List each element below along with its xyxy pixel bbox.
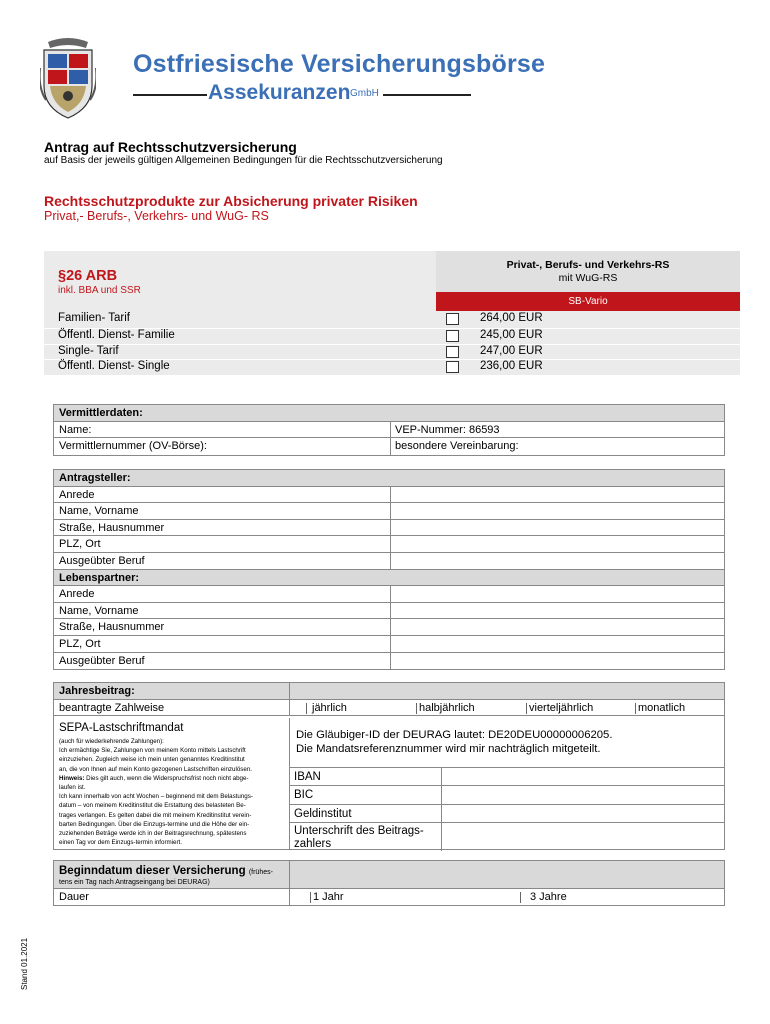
partner-input[interactable] — [391, 636, 725, 652]
sepa-sub: (auch für wiederkehrende Zahlungen): — [59, 738, 164, 745]
bank-name-label: Geldinstitut — [294, 808, 352, 820]
iban-label: IBAN — [294, 771, 321, 783]
sepa-line: Ich ermächtige Sie, Zahlungen von meinem Konto mittels Lastschrift — [59, 747, 246, 755]
broker-table — [53, 404, 725, 456]
broker-row — [54, 438, 724, 455]
broker-header-row — [54, 405, 724, 422]
partner-field-label: Anrede — [59, 588, 95, 601]
start-table — [53, 860, 725, 906]
broker-heading: Vermittlerdaten: — [59, 407, 143, 419]
start-header-row — [54, 861, 724, 889]
creditor-id: Die Gläubiger-ID der DEURAG lautet: DE20DEU00000006205. — [296, 729, 613, 741]
applicant-input[interactable] — [391, 536, 725, 552]
applicant-row — [54, 536, 724, 553]
start-note2: tens ein Tag nach Antragseingang bei DEURAG) — [59, 879, 210, 886]
applicant-header-row — [54, 470, 724, 487]
premium-header-row — [54, 683, 724, 700]
sepa-line: laufen ist. — [59, 784, 86, 792]
sepa-line: datum – von meinem Kreditinstitut die Erstattung des belasteten Be- — [59, 802, 246, 810]
signature-label — [289, 823, 441, 851]
partner-field-label: Ausgeübter Beruf — [59, 654, 145, 667]
applicant-field-label: Straße, Hausnummer — [59, 521, 165, 534]
tariff-label: Familien- Tarif — [58, 312, 130, 324]
duration-3-years[interactable]: 3 Jahre — [530, 891, 567, 903]
applicant-input[interactable] — [391, 487, 725, 503]
premium-heading: Jahresbeitrag: — [59, 685, 135, 697]
partner-input[interactable] — [391, 603, 725, 619]
tariff-label: Öffentl. Dienst- Familie — [58, 329, 175, 341]
option-quarterly[interactable]: vierteljährlich — [529, 701, 594, 714]
tariff-checkbox[interactable] — [446, 330, 459, 342]
special-agreement-field[interactable]: besondere Vereinbarung: — [395, 440, 519, 453]
tariff-price: 236,00 EUR — [480, 360, 543, 372]
applicant-row — [54, 487, 724, 504]
logo-line3: GmbH — [350, 88, 379, 99]
divider — [289, 683, 290, 699]
iban-row — [289, 768, 725, 786]
bic-row — [289, 786, 725, 805]
products-title: Rechtsschutzprodukte zur Absicherung privater Risiken — [44, 193, 418, 209]
option-halfyearly[interactable]: halbjährlich — [419, 701, 475, 714]
partner-input[interactable] — [391, 586, 725, 602]
broker-row — [54, 422, 724, 439]
applicant-input[interactable] — [391, 503, 725, 519]
duration-row — [54, 889, 724, 906]
tariff-label: Öffentl. Dienst- Single — [58, 360, 170, 372]
logo-line2: Assekuranzen — [208, 81, 351, 104]
logo-line1: Ostfriesische Versicherungsbörse — [133, 50, 546, 78]
tariff-label: Single- Tarif — [58, 345, 119, 357]
applicant-field-label: PLZ, Ort — [59, 538, 101, 551]
partner-header-row — [54, 570, 724, 587]
sepa-text — [59, 737, 287, 847]
applicant-row — [54, 503, 724, 520]
tariff-price: 245,00 EUR — [480, 329, 543, 341]
payment-mode-label: beantragte Zahlweise — [59, 701, 165, 714]
applicant-input[interactable] — [391, 520, 725, 536]
sepa-line-part: Dies gilt auch, wenn die Widerspruchsfrist noch nicht abge- — [84, 774, 249, 782]
applicant-field-label: Name, Vorname — [59, 505, 139, 518]
sepa-line: trages verlangen. Es gelten dabei die mit meinem Kreditinstitut verein- — [59, 811, 252, 819]
tariff-checkbox[interactable] — [446, 346, 459, 358]
partner-field-label: PLZ, Ort — [59, 637, 101, 650]
applicant-table — [53, 469, 725, 670]
products-subtitle: Privat,- Berufs-, Verkehrs- und WuG- RS — [44, 209, 269, 223]
partner-field-label: Straße, Hausnummer — [59, 621, 165, 634]
tariff-checkbox[interactable] — [446, 361, 459, 373]
coat-of-arms-icon — [40, 38, 96, 120]
vep-number[interactable]: VEP-Nummer: 86593 — [395, 423, 500, 436]
applicant-field-label: Ausgeübter Beruf — [59, 554, 145, 567]
tariff-checkbox[interactable] — [446, 313, 459, 325]
broker-number-field[interactable]: Vermittlernummer (OV-Börse): — [59, 440, 207, 453]
sepa-hinweis: Hinweis: — [59, 774, 85, 782]
premium-table — [53, 682, 725, 850]
start-date-input[interactable] — [290, 861, 725, 888]
option-monthly[interactable]: monatlich — [638, 701, 686, 714]
creditor-info — [296, 728, 612, 756]
start-heading: Beginndatum dieser Versicherung — [59, 865, 246, 877]
partner-input[interactable] — [391, 619, 725, 635]
sepa-text-block — [54, 718, 289, 850]
form-subtitle: auf Basis der jeweils gültigen Allgemeinen Bedingungen für die Rechtsschutzversicherung — [44, 155, 443, 166]
start-heading-line — [59, 865, 273, 877]
logo-rule-left — [133, 94, 207, 96]
signature-label-1: Unterschrift des Beitrags- — [294, 825, 424, 837]
partner-row — [54, 636, 724, 653]
partner-row — [54, 586, 724, 603]
form-version: Stand 01.2021 — [20, 937, 29, 990]
variant-banner: SB-Vario — [436, 292, 740, 311]
sepa-line — [59, 774, 287, 783]
payment-mode-row — [54, 700, 724, 717]
bank-name-input[interactable] — [442, 805, 724, 822]
bic-label: BIC — [294, 789, 314, 801]
tariff-row — [44, 359, 740, 374]
sepa-line: an, die von Ihnen auf mein Konto gezogenen Lastschriften einzulösen. — [59, 765, 252, 773]
divider — [289, 700, 290, 716]
start-note1: (frühes- — [248, 869, 273, 876]
divider — [289, 889, 290, 906]
option-yearly[interactable]: jährlich — [312, 701, 347, 714]
partner-row — [54, 603, 724, 620]
arb-title: §26 ARB — [58, 268, 118, 284]
tariff-row — [44, 328, 740, 343]
iban-input[interactable] — [442, 768, 724, 785]
sepa-line: zuziehenden Beträge werde ich in der Beitragsrechnung, spätestens — [59, 830, 247, 838]
sepa-line: barten Bedingungen. Über die Einzugs-termine und die Höhe der ein- — [59, 820, 250, 828]
sepa-title: SEPA-Lastschriftmandat — [59, 722, 184, 734]
tariff-row — [44, 312, 740, 327]
bank-name-row — [289, 805, 725, 823]
arb-subtitle: inkl. BBA und SSR — [58, 285, 141, 296]
sepa-line: Ich kann innerhalb von acht Wochen – beginnend mit dem Belastungs- — [59, 793, 253, 801]
applicant-row — [54, 553, 724, 570]
sepa-line: einen Tag vor dem Einzugs-termin informiert. — [59, 839, 182, 847]
signature-label-2: zahlers — [294, 837, 332, 850]
applicant-input[interactable] — [391, 553, 725, 569]
bank-fields — [289, 767, 725, 850]
applicant-heading: Antragsteller: — [59, 472, 131, 484]
applicant-field-label: Anrede — [59, 488, 95, 501]
broker-name-field[interactable]: Name: — [59, 423, 92, 436]
duration-label: Dauer — [59, 891, 89, 903]
tariff-row — [44, 344, 740, 359]
tariff-price: 247,00 EUR — [480, 345, 543, 357]
product-header-title: Privat-, Berufs- und Verkehrs-RS — [506, 259, 670, 271]
partner-input[interactable] — [391, 653, 725, 670]
tariff-price: 264,00 EUR — [480, 312, 543, 324]
partner-heading: Lebenspartner: — [59, 571, 140, 584]
partner-field-label: Name, Vorname — [59, 604, 139, 617]
partner-row — [54, 619, 724, 636]
signature-input[interactable] — [442, 823, 724, 851]
company-logo — [38, 36, 546, 124]
product-header-sub: mit WuG-RS — [558, 272, 618, 284]
form-title: Antrag auf Rechtsschutzversicherung — [44, 139, 297, 155]
sepa-line: einzuziehen. Zugleich weise ich mein unten genanntes Kreditinstitut — [59, 756, 245, 764]
bic-input[interactable] — [442, 786, 724, 804]
applicant-row — [54, 520, 724, 537]
signature-row — [289, 823, 725, 851]
option-tick — [520, 892, 521, 903]
logo-rule-right — [383, 94, 471, 96]
duration-1-year[interactable]: 1 Jahr — [313, 891, 344, 903]
partner-row — [54, 653, 724, 670]
mandate-note: Die Mandatsreferenznummer wird mir nachträglich mitgeteilt. — [296, 743, 601, 755]
